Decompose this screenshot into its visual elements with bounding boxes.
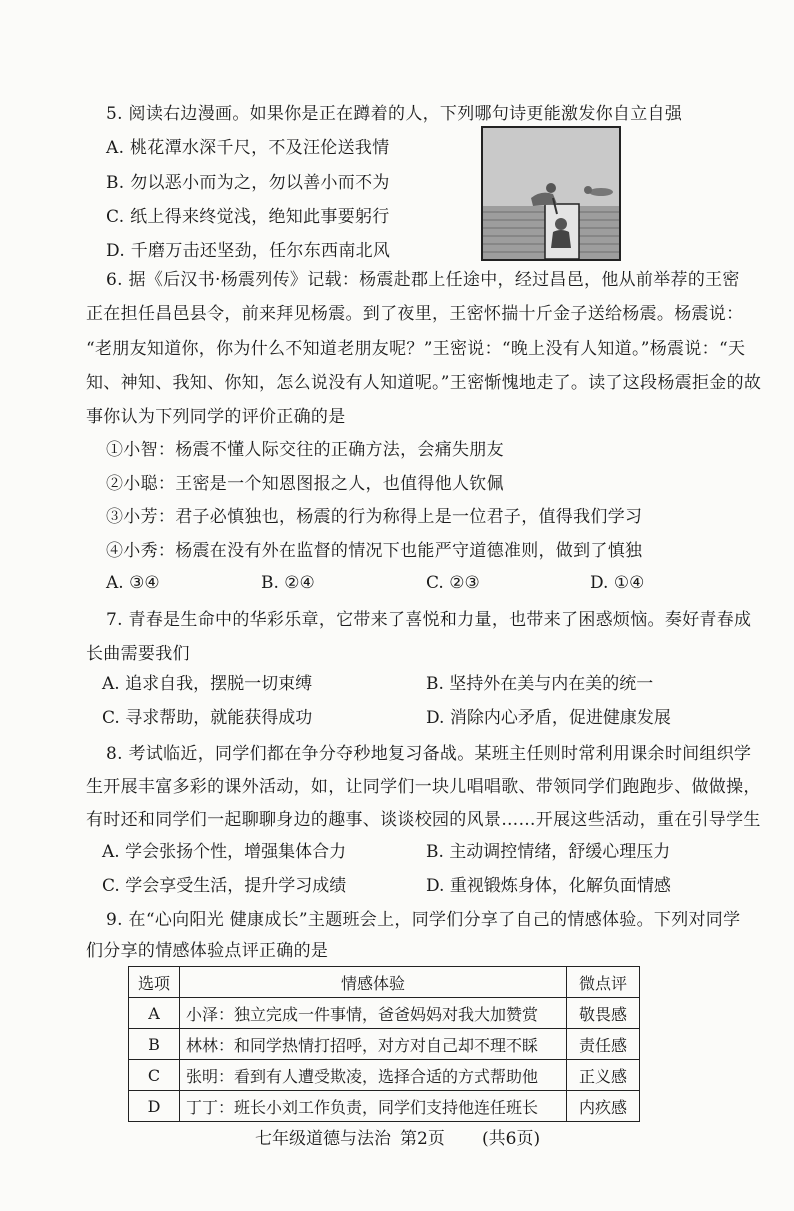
emotion-table [128, 966, 640, 1122]
table-cell-experience: 张明：看到有人遭受欺凌，选择合适的方式帮助他 [180, 1060, 567, 1091]
table-cell-experience: 林林：和同学热情打招呼，对方对自己却不理不睬 [180, 1029, 567, 1060]
q9-line-1: 9. 在“心向阳光 健康成长”主题班会上，同学们分享了自己的情感体验。下列对同学 [106, 910, 741, 930]
q6-item-4: ④小秀：杨震在没有外在监督的情况下也能严守道德准则，做到了慎独 [106, 541, 643, 561]
q6-item-2: ②小聪：王密是一个知恩图报之人，也值得他人钦佩 [106, 474, 504, 494]
table-cell-experience: 丁丁：班长小刘工作负责，同学们支持他连任班长 [180, 1091, 567, 1122]
table-header-row [129, 967, 640, 998]
q8-option-c: C. 学会享受生活，提升学习成绩 [102, 876, 347, 896]
table-cell-comment: 内疚感 [567, 1091, 640, 1122]
q6-option-b: B. ②④ [261, 573, 315, 593]
table-row [129, 1029, 640, 1060]
cartoon-drawing [483, 128, 619, 259]
q8-line-1: 8. 考试临近，同学们都在争分夺秒地复习备战。某班主任则时常利用课余时间组织学 [106, 744, 752, 764]
q7-line-1: 7. 青春是生命中的华彩乐章，它带来了喜悦和力量，也带来了困惑烦恼。奏好青春成 [106, 610, 752, 630]
q8-line-3: 有时还和同学们一起聊聊身边的趣事、谈谈校园的风景……开展这些活动，重在引导学生 [86, 810, 761, 830]
q7-option-c: C. 寻求帮助，就能获得成功 [102, 708, 313, 728]
table-row [129, 1091, 640, 1122]
q5-option-a: A. 桃花潭水深千尺，不及汪伦送我情 [106, 138, 390, 158]
table-header-cell: 选项 [129, 967, 180, 998]
q8-line-2: 生开展丰富多彩的课外活动，如，让同学们一块儿唱唱歌、带领同学们跑跑步、做做操， [86, 777, 761, 797]
q8-option-b: B. 主动调控情绪，舒缓心理压力 [426, 842, 671, 862]
q8-option-a: A. 学会张扬个性，增强集体合力 [102, 842, 347, 862]
q5-option-d: D. 千磨万击还坚劲，任尔东西南北风 [106, 241, 391, 261]
table-header-cell: 微点评 [567, 967, 640, 998]
table-cell-option: B [129, 1029, 180, 1060]
table-cell-experience: 小泽：独立完成一件事情，爸爸妈妈对我大加赞赏 [180, 998, 567, 1029]
q5-option-c: C. 纸上得来终觉浅，绝知此事要躬行 [106, 207, 390, 227]
table-cell-option: C [129, 1060, 180, 1091]
q7-option-d: D. 消除内心矛盾，促进健康发展 [426, 708, 671, 728]
table-cell-option: D [129, 1091, 180, 1122]
q6-option-c: C. ②③ [426, 573, 480, 593]
q6-item-3: ③小芳：君子必慎独也，杨震的行为称得上是一位君子，值得我们学习 [106, 507, 643, 527]
footer-page-number: 第2页 [400, 1129, 445, 1149]
q6-option-d: D. ①④ [590, 573, 645, 593]
q7-option-b: B. 坚持外在美与内在美的统一 [426, 674, 654, 694]
q6-line-5: 事你认为下列同学的评价正确的是 [86, 407, 346, 427]
q6-option-a: A. ③④ [106, 573, 160, 593]
q7-line-2: 长曲需要我们 [86, 644, 190, 664]
cartoon-illustration [481, 126, 621, 261]
q9-line-2: 们分享的情感体验点评正确的是 [86, 941, 329, 961]
q6-line-3: “老朋友知道你，你为什么不知道老朋友呢？”王密说：“晚上没有人知道。”杨震说：“天 [86, 339, 746, 359]
q6-line-2: 正在担任昌邑县令，前来拜见杨震。到了夜里，王密怀揣十斤金子送给杨震。杨震说： [86, 304, 744, 324]
table-header-cell: 情感体验 [180, 967, 567, 998]
q6-line-1: 6. 据《后汉书·杨震列传》记载：杨震赴郡上任途中，经过昌邑，他从前举荐的王密 [106, 270, 740, 290]
table-cell-comment: 责任感 [567, 1029, 640, 1060]
table-cell-comment: 敬畏感 [567, 998, 640, 1029]
q7-option-a: A. 追求自我，摆脱一切束缚 [102, 674, 313, 694]
q5-option-b: B. 勿以恶小而为之，勿以善小而不为 [106, 173, 390, 193]
q6-line-4: 知、神知、我知、你知，怎么说没有人知道呢。”王密惭愧地走了。读了这段杨震拒金的故 [86, 373, 762, 393]
table-cell-option: A [129, 998, 180, 1029]
q8-option-d: D. 重视锻炼身体，化解负面情感 [426, 876, 671, 896]
footer-subject: 七年级道德与法治 [255, 1129, 391, 1149]
table-cell-comment: 正义感 [567, 1060, 640, 1091]
table-row [129, 1060, 640, 1091]
footer-total-pages: (共6页) [482, 1129, 541, 1149]
table-row [129, 998, 640, 1029]
q5-stem: 5. 阅读右边漫画。如果你是正在蹲着的人，下列哪句诗更能激发你自立自强 [106, 104, 683, 124]
q6-item-1: ①小智：杨震不懂人际交往的正确方法，会痛失朋友 [106, 440, 504, 460]
